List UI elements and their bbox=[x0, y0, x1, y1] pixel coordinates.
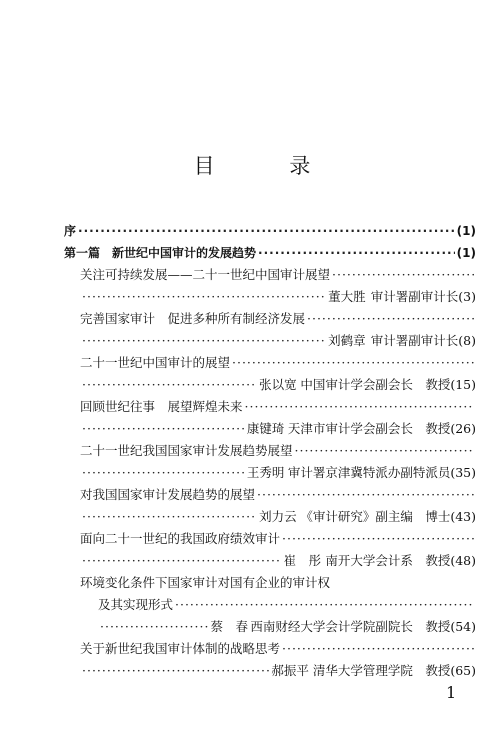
toc-entry-title-line[interactable] bbox=[64, 440, 476, 462]
toc-entry-author-line bbox=[64, 550, 476, 572]
toc-entry-title: 回顾世纪往事 展望辉煌未来 bbox=[80, 399, 243, 414]
dot-leader bbox=[332, 264, 474, 286]
dot-leader bbox=[282, 638, 474, 660]
dot-leader bbox=[78, 220, 455, 242]
toc-author-position: 审计署副审计长 bbox=[370, 333, 459, 348]
toc-entry-author-line bbox=[64, 660, 476, 682]
dot-leader bbox=[82, 418, 245, 440]
toc-author-position: 审计署副审计长 bbox=[370, 289, 459, 304]
toc-page-number: (65) bbox=[450, 663, 476, 678]
toc-author-position: 《审计研究》副主编 博士 bbox=[300, 509, 451, 524]
toc-entry-part-one[interactable] bbox=[64, 242, 476, 264]
dot-leader bbox=[82, 506, 257, 528]
toc-author: 郝振平 bbox=[271, 663, 309, 678]
page-title: 目 录 bbox=[193, 154, 345, 178]
toc-author-position: 审计署京津冀特派办副特派员 bbox=[287, 465, 451, 480]
toc-entry-author-line bbox=[64, 616, 476, 638]
toc-entry-title: 对我国国家审计发展趋势的展望 bbox=[80, 487, 256, 502]
table-of-contents bbox=[64, 220, 476, 682]
dot-leader bbox=[232, 352, 474, 374]
toc-entry-author-line bbox=[64, 506, 476, 528]
toc-author-position: 南开大学会计系 教授 bbox=[325, 553, 451, 568]
dot-leader bbox=[282, 528, 474, 550]
toc-entry-title-line[interactable] bbox=[64, 638, 476, 660]
dot-leader bbox=[175, 594, 474, 616]
toc-entry-title: 及其实现形式 bbox=[98, 597, 174, 612]
toc-entry-title: 二十一世纪中国审计的展望 bbox=[80, 355, 231, 370]
dot-leader bbox=[295, 440, 474, 462]
toc-author: 崔 彤 bbox=[283, 553, 322, 568]
toc-author: 康键琦 bbox=[246, 421, 285, 436]
toc-author: 蔡 春 bbox=[210, 619, 249, 634]
toc-author-position: 天津市审计学会副会长 教授 bbox=[287, 421, 451, 436]
toc-entry-author-line bbox=[64, 286, 476, 308]
dot-leader bbox=[82, 330, 326, 352]
dot-leader bbox=[82, 286, 326, 308]
toc-entry-title: 关于新世纪我国审计体制的战略思考 bbox=[80, 641, 281, 656]
toc-entry-title-line[interactable] bbox=[64, 572, 476, 594]
toc-author: 刘力云 bbox=[259, 509, 297, 524]
dot-leader bbox=[82, 660, 269, 682]
toc-entry-preface[interactable] bbox=[64, 220, 476, 242]
toc-entry-title: 第一篇 新世纪中国审计的发展趋势 bbox=[64, 246, 257, 260]
toc-page-number: (8) bbox=[458, 333, 476, 348]
toc-page-number: (26) bbox=[450, 421, 476, 436]
toc-author-position: 中国审计学会副会长 教授 bbox=[300, 377, 451, 392]
toc-author-position: 清华大学管理学院 教授 bbox=[312, 663, 451, 678]
toc-entry-author-line bbox=[64, 462, 476, 484]
page-folio-number: 1 bbox=[446, 683, 457, 702]
toc-author: 王秀明 bbox=[246, 465, 285, 480]
toc-page-number: (1) bbox=[456, 224, 476, 238]
dot-leader bbox=[245, 396, 474, 418]
toc-author: 刘鹤章 bbox=[328, 333, 366, 348]
toc-entry-title-line[interactable] bbox=[64, 396, 476, 418]
toc-entry-title-line[interactable] bbox=[64, 308, 476, 330]
toc-entry-title: 关注可持续发展——二十一世纪中国审计展望 bbox=[80, 267, 331, 282]
toc-entry-title: 完善国家审计 促进多种所有制经济发展 bbox=[80, 311, 306, 326]
toc-entry-title: 二十一世纪我国国家审计发展趋势展望 bbox=[80, 443, 293, 458]
toc-entry-author-line bbox=[64, 330, 476, 352]
dot-leader bbox=[307, 308, 474, 330]
toc-page-number: (54) bbox=[450, 619, 476, 634]
dot-leader bbox=[258, 242, 455, 264]
dot-leader bbox=[82, 550, 282, 572]
toc-entry-title-line[interactable] bbox=[64, 484, 476, 506]
toc-entry-title-line[interactable] bbox=[64, 352, 476, 374]
toc-page-number: (48) bbox=[450, 553, 476, 568]
toc-page-number: (43) bbox=[450, 509, 476, 524]
toc-entry-title-line[interactable] bbox=[64, 264, 476, 286]
dot-leader bbox=[257, 484, 474, 506]
toc-author: 董大胜 bbox=[328, 289, 366, 304]
dot-leader bbox=[82, 374, 257, 396]
toc-entry-title-continuation[interactable] bbox=[64, 594, 476, 616]
dot-leader bbox=[82, 462, 245, 484]
toc-entry-title-line[interactable] bbox=[64, 528, 476, 550]
toc-entry-title: 序 bbox=[64, 224, 77, 238]
toc-page-number: (35) bbox=[450, 465, 476, 480]
toc-entry-author-line bbox=[64, 374, 476, 396]
toc-entry-author-line bbox=[64, 418, 476, 440]
toc-author: 张以宽 bbox=[259, 377, 297, 392]
toc-entry-title: 面向二十一世纪的我国政府绩效审计 bbox=[80, 531, 281, 546]
toc-entry-title: 环境变化条件下国家审计对国有企业的审计权 bbox=[80, 575, 331, 590]
toc-page-number: (1) bbox=[456, 246, 476, 260]
toc-page-number: (15) bbox=[450, 377, 476, 392]
dot-leader bbox=[100, 616, 209, 638]
toc-author-position: 西南财经大学会计学院副院长 教授 bbox=[250, 619, 451, 634]
toc-page-number: (3) bbox=[458, 289, 476, 304]
